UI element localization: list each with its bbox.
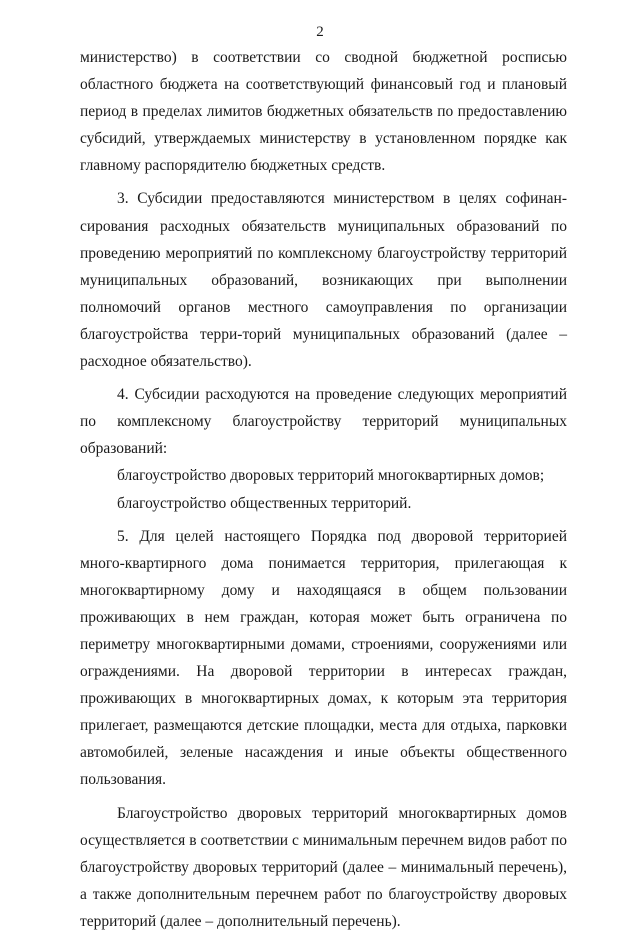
paragraph-continuation: министерство) в соответствии со сводной бюджетной росписью областного бюджета на соответствующий финансовый год и плановый период в пределах лимитов бюджетных обязательств по предоставлению субсидий, утверждаемых министерству в установленном порядке как главному распорядителю бюджетных средств.	[80, 49, 567, 175]
list-item-public-territories: благоустройство общественных территорий.	[117, 494, 412, 512]
paragraph-improvement-lists: Благоустройство дворовых территорий многоквартирных домов осуществляется в соответствии с минимальным перечнем видов работ по благоустройству дворовых территорий (далее – минимальный перечень), а также дополнительным перечнем работ по благоустройству дворовых территорий (далее – дополнительный перечень).	[80, 804, 567, 930]
document-body	[80, 44, 567, 935]
page-number: 2	[316, 24, 324, 40]
list-item-courtyards: благоустройство дворовых территорий многоквартирных домов;	[117, 467, 545, 485]
paragraph-4: 4. Субсидии расходуются на проведение следующих мероприятий по комплексному благоустройству территорий муниципальных образований:	[80, 386, 567, 458]
paragraph-5: 5. Для целей настоящего Порядка под дворовой территорией много-квартирного дома понимается территория, прилегающая к многоквартирному дому и находящаяся в общем пользовании проживающих в нем граждан, которая может быть ограничена по периметру многоквартирными домами, строениями, сооружениями или ограждениями. На дворовой территории в интересах граждан, проживающих в многоквартирных домах, к которым эта территория прилегает, размещаются детские площадки, места для отдыха, парковки автомобилей, зеленые насаждения и иные объекты общественного пользования.	[80, 527, 567, 789]
paragraph-3: 3. Субсидии предоставляются министерством в целях софинан-сирования расходных обязательств муниципальных образований по проведению мероприятий по комплексному благоустройству территорий муниципальных образований, возникающих при выполнении полномочий органов местного самоуправления по организации благоустройства терри-торий муниципальных образований (далее – расходное обязательство).	[80, 190, 567, 371]
